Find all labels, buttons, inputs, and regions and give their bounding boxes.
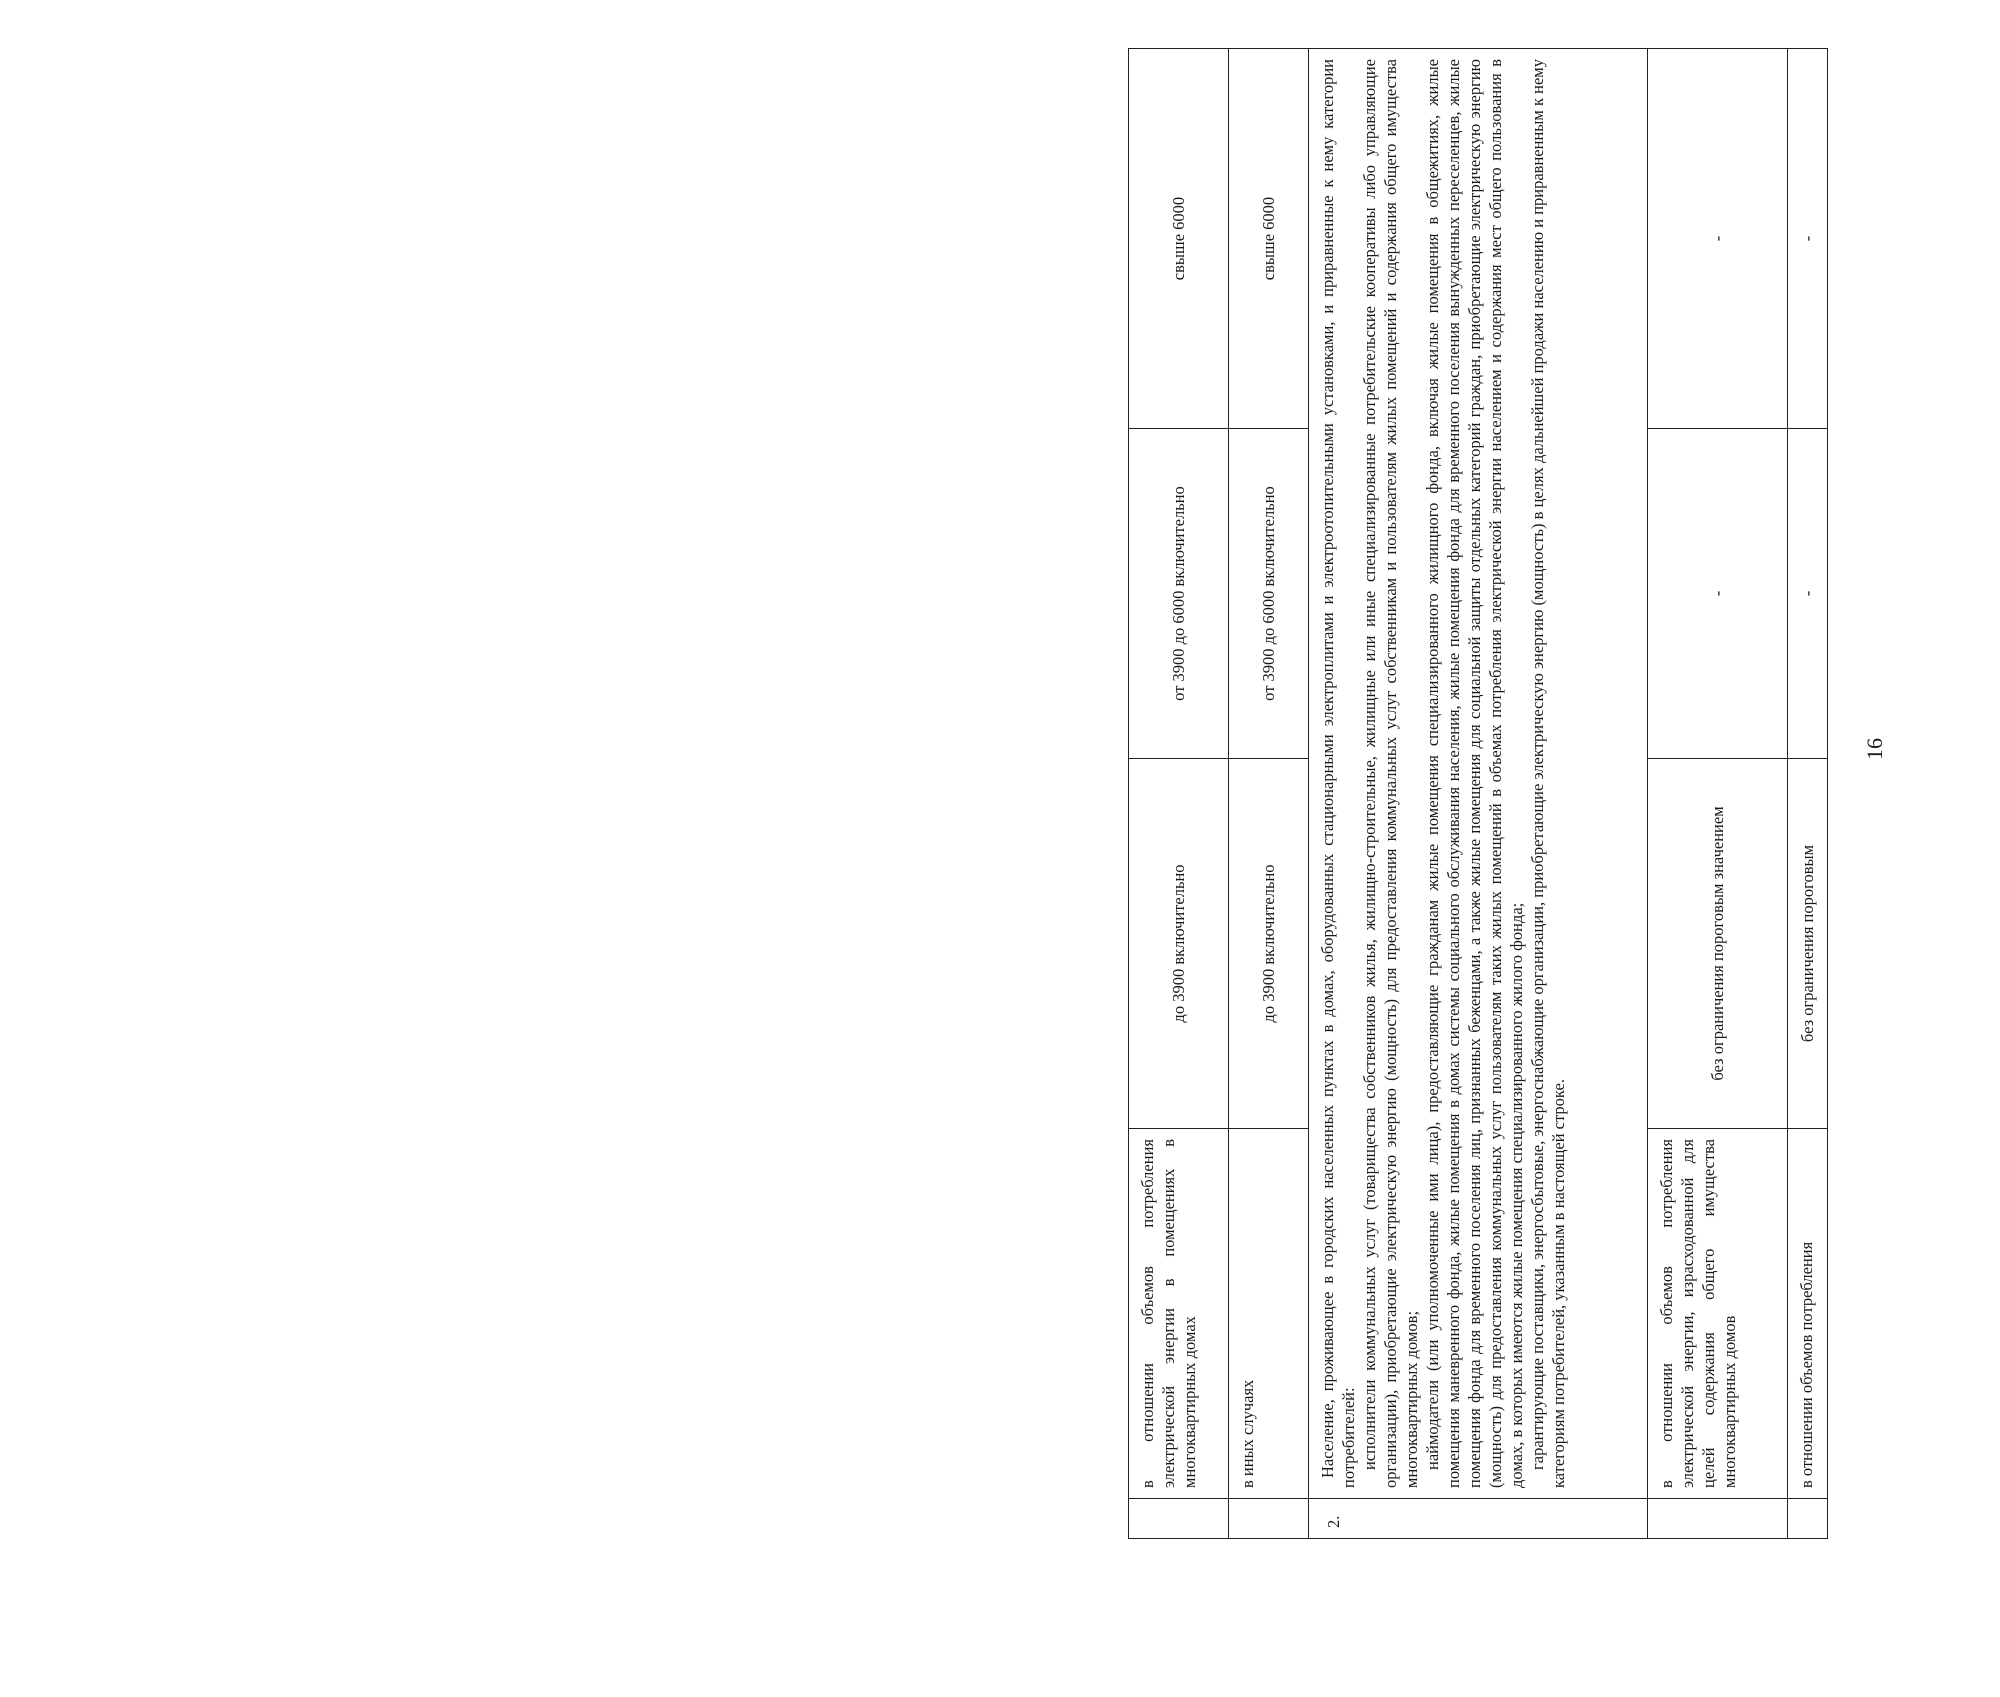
range-low: до 3900 включительно xyxy=(1129,759,1229,1129)
range-mid: - xyxy=(1648,429,1788,759)
rotated-page xyxy=(1000,0,2000,1597)
section-description xyxy=(1309,49,1648,1499)
row-description: в отношении объемов потребления электрической энергии в помещениях в многоквартирных домах xyxy=(1129,1129,1229,1499)
row-number xyxy=(1648,1499,1788,1539)
row-description: в отношении объемов потребления электрической энергии, израсходованной для целей содержания общего имущества многоквартирных домов xyxy=(1648,1129,1788,1499)
range-high: свыше 6000 xyxy=(1229,49,1309,429)
table-row xyxy=(1648,49,1788,1539)
section-number: 2. xyxy=(1309,1499,1648,1539)
range-low: без ограничения пороговым xyxy=(1788,759,1828,1129)
section-paragraph: гарантирующие поставщики, энергосбытовые, энергоснабжающие организации, приобретающие электрическую энергию (мощность) в целях дальнейшей продажи населению и приравненным к нему категориям потребителей, указанным в настоящей строке. xyxy=(1528,59,1568,1488)
table-row xyxy=(1229,49,1309,1539)
range-mid: от 3900 до 6000 включительно xyxy=(1229,429,1309,759)
section-paragraph: наймодатели (или уполномоченные ими лица), предоставляющие гражданам жилые помещения специализированного жилищного фонда, включая жилые помещения в общежитиях, жилые помещения маневренного фонда, жилые помещения в домах системы социального обслуживания населения, жилые помещения фонда для временного поселения вынужденных переселенцев, жилые помещения фонда для временного поселения лиц, признанных беженцами, а также жилые помещения для социальной защиты отдельных категорий граждан, приобретающие электрическую энергию (мощность) для предоставления коммунальных услуг пользователям таких жилых помещений в объемах потребления электрической энергии населением и содержания мест общего пользования в домах, в которых имеются жилые помещения специализированного жилого фонда; xyxy=(1423,59,1526,1488)
range-low: до 3900 включительно xyxy=(1229,759,1309,1129)
page-content xyxy=(1000,39,2000,1539)
row-number xyxy=(1229,1499,1309,1539)
section-paragraph: исполнители коммунальных услуг (товарищества собственников жилья, жилищно-строительные, жилищные или иные специализированные потребительские кооперативы либо управляющие организации), приобретающие электрическую энергию (мощность) для предоставления коммунальных услуг собственникам и пользователям жилых помещений и содержания общего имущества многоквартирных домов; xyxy=(1360,59,1421,1488)
range-mid: от 3900 до 6000 включительно xyxy=(1129,429,1229,759)
range-high: - xyxy=(1648,49,1788,429)
row-description: в отношении объемов потребления xyxy=(1788,1129,1828,1499)
section-paragraph: Население, проживающее в городских населенных пунктах в домах, оборудованных стационарными электроплитами и электроотопительными установками, и приравненные к нему категории потребителей: xyxy=(1318,59,1358,1488)
table-row xyxy=(1129,49,1229,1539)
section-row xyxy=(1309,49,1648,1539)
row-description: в иных случаях xyxy=(1229,1129,1309,1499)
row-number xyxy=(1788,1499,1828,1539)
range-high: свыше 6000 xyxy=(1129,49,1229,429)
range-low: без ограничения пороговым значением xyxy=(1648,759,1788,1129)
page-number: 16 xyxy=(1862,738,1887,760)
tariff-table xyxy=(1128,48,1828,1539)
row-number xyxy=(1129,1499,1229,1539)
range-mid: - xyxy=(1788,429,1828,759)
range-high: - xyxy=(1788,49,1828,429)
table-row xyxy=(1788,49,1828,1539)
